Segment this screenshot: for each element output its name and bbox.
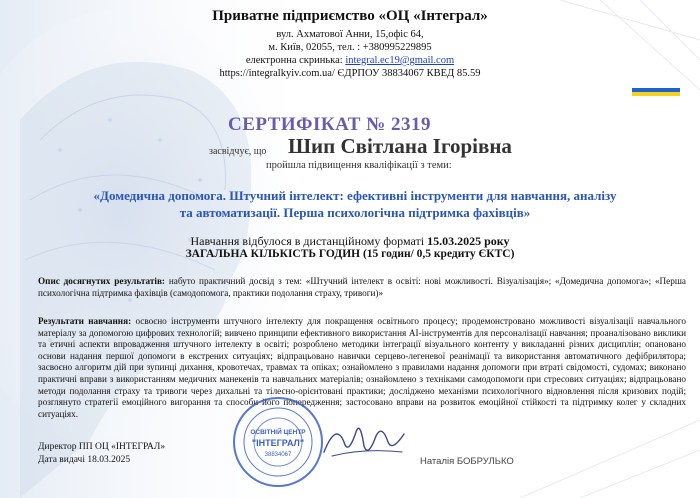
learning-results bbox=[38, 316, 686, 420]
flag-blue-stripe bbox=[632, 88, 680, 92]
address-line-1: вул. Ахматової Анни, 15,офіс 64, bbox=[276, 29, 424, 40]
email-link[interactable]: integral.ec19@gmail.com bbox=[345, 55, 455, 66]
official-stamp bbox=[232, 396, 324, 488]
stamp-text-main: "ІНТЕГРАЛ" bbox=[251, 438, 305, 448]
issue-date: Дата видачі 18.03.2025 bbox=[38, 455, 131, 465]
results-description-text: набуто практичний досвід з тем: «Штучний інтелект в освіті: нові можливості. Візуалізація»; «Домедична допомога»; «Перша психологічна підтримка фахівців (самодопомога, практики подолання страху, тривоги)» bbox=[38, 276, 686, 298]
website-line: https://integralkyiv.com.ua/ ЄДРПОУ 38834067 КВЕД 85.59 bbox=[219, 68, 481, 79]
address-line-2: м. Київ, 02055, тел. : +380995229895 bbox=[268, 42, 432, 53]
training-format bbox=[0, 234, 700, 249]
flag-yellow-stripe bbox=[632, 92, 680, 96]
format-date: 15.03.2025 року bbox=[427, 234, 510, 248]
learning-results-label: Результати навчання: bbox=[38, 316, 132, 326]
results-description-label: Опис досягнутих результатів: bbox=[38, 276, 165, 286]
director-title: Директор ПП ОЦ «ІНТЕГРАЛ» bbox=[38, 442, 166, 452]
organization-name: Приватне підприємство «ОЦ «Інтеграл» bbox=[212, 8, 488, 24]
stamp-text-top: ОСВІТНІЙ ЦЕНТР bbox=[250, 429, 306, 436]
results-description bbox=[38, 276, 686, 299]
learning-results-text: освоєно інструменти штучного інтелекту для покращення освітнього процесу; продемонстровано можливості візуалізації навчального матеріалу за допомогою цифрових технологій; вивчено принципи ефективного використання АІ-інструментів для персоналізації навчання; проаналізовано виклики та етичні аспекти впровадження штучного інтелекту в освіті; розроблено методики інтеграції візуального контенту у викладанні різних дисциплін; опановано основи надання першої допомоги в екстрених ситуаціях; відпрацьовано навички серцево-легеневої реанімації та використання автоматичного дефібрилятора; засвоєно алгоритм дій при зупинці дихання, кровотечах, травмах та опіках; ознайомлено з правилами надання допомоги при втраті свідомості, судомах; виконано практичні вправи з використанням медичних манекенів та навчальних матеріалів; ознайомлено з техніками самодопомоги при стресових ситуаціях; відпрацьовано методи подолання страху та тривоги через дихальні та тілесно-орієнтовані практики; досліджено механізми психологічного відновлення після кризових подій; розглянуто стратегії емоційного вигорання та способи його попередження; застосовано вправи на розвиток емоційної стійкості та підтримку колег у складних ситуаціях. bbox=[38, 316, 686, 419]
signer-name: Наталія БОБРУЛЬКО bbox=[420, 456, 514, 467]
passed-label: пройшла підвищення кваліфікації з теми: bbox=[266, 160, 452, 171]
handwritten-signature bbox=[318, 412, 410, 470]
stamp-text-code: 38834067 bbox=[264, 452, 292, 458]
email-label: електронна скринька: bbox=[245, 55, 346, 66]
person-name: Шип Світлана Ігорівна bbox=[288, 134, 512, 158]
course-topic: «Домедична допомога. Штучний інтелект: ефективні інструменти для навчання, аналізу та автоматизації. Перша психологічна підтримка фахівців» bbox=[93, 188, 617, 220]
email-line bbox=[0, 54, 700, 67]
format-prefix: Навчання відбулося в дистанційному форматі bbox=[190, 234, 428, 248]
certificate-title: СЕРТИФІКАТ № 2319 bbox=[228, 114, 431, 135]
certifies-label: засвідчує, що bbox=[209, 146, 267, 157]
total-hours: ЗАГАЛЬНА КІЛЬКІСТЬ ГОДИН (15 годин/ 0,5 кредиту ЄКТС) bbox=[185, 248, 515, 260]
